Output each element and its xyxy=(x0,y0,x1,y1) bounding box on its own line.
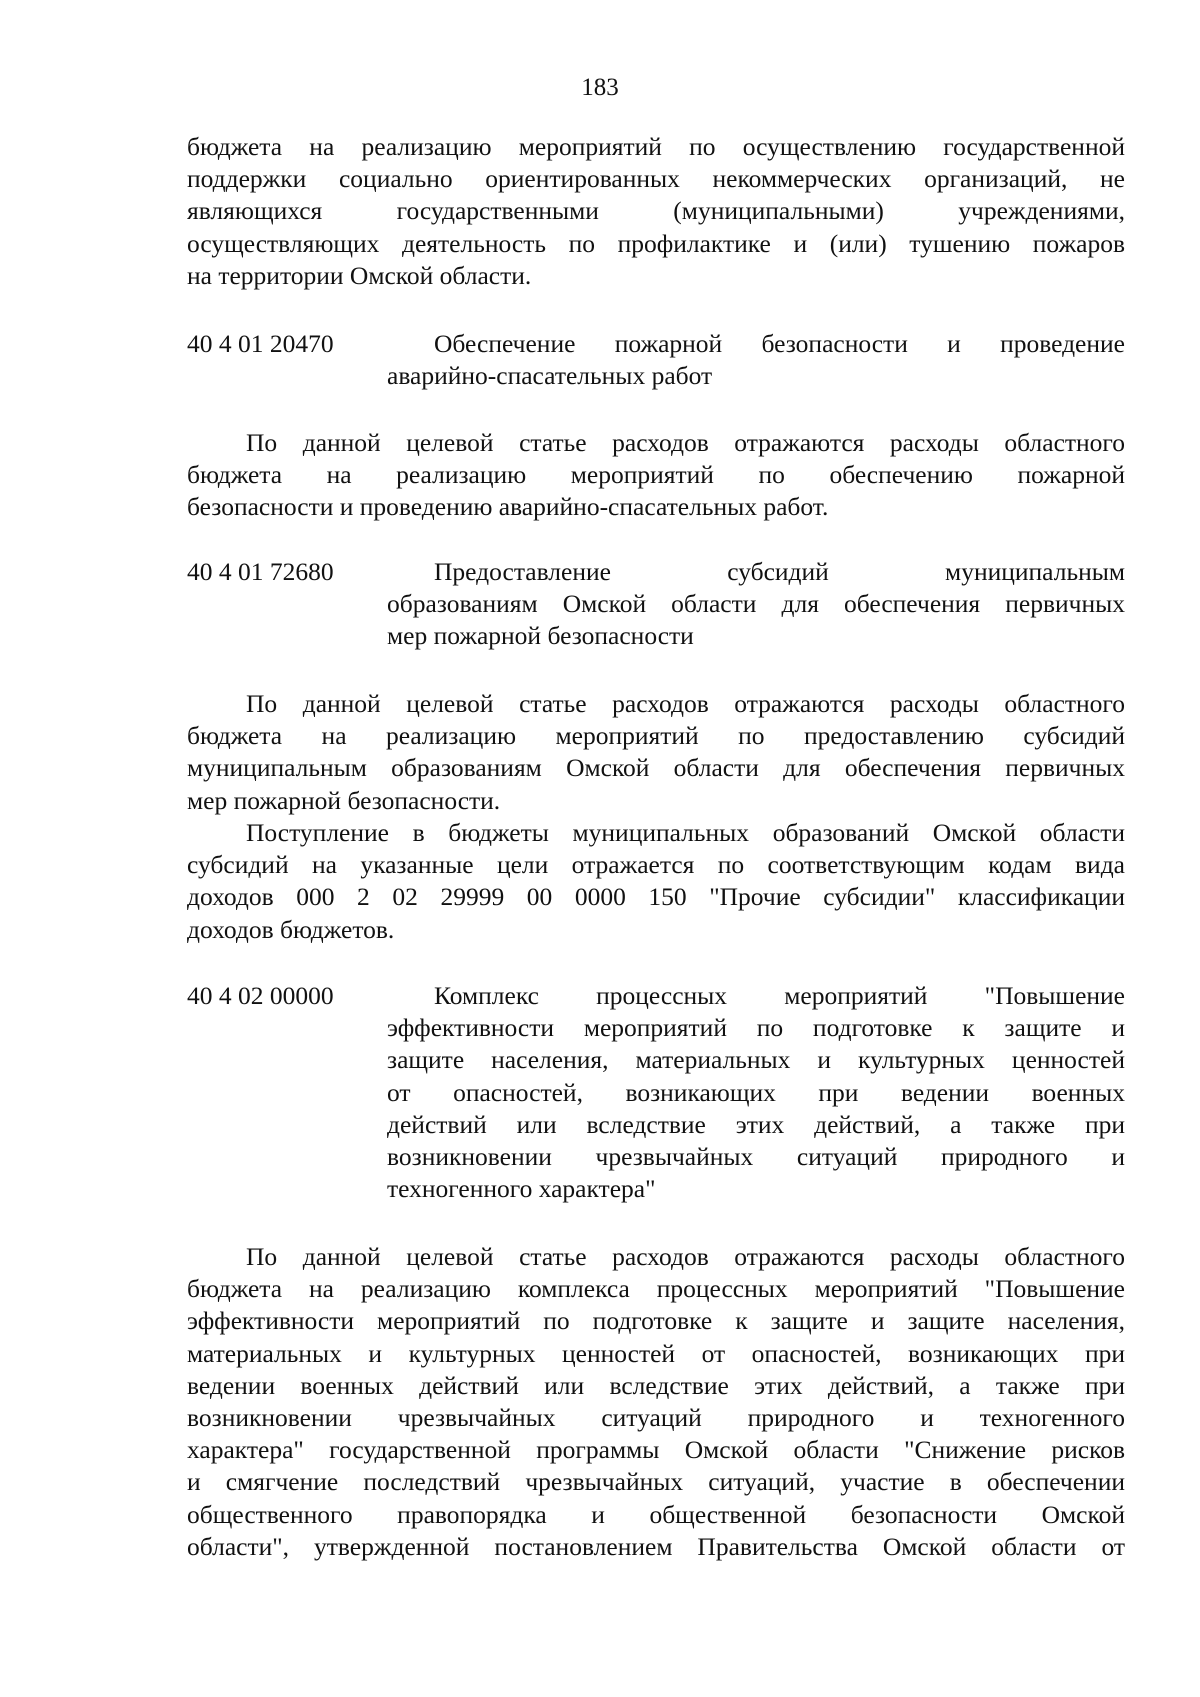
title-line: от опасностей, возникающих при ведении военных xyxy=(387,1077,1125,1107)
title-line: мер пожарной безопасности xyxy=(387,621,694,651)
article-02-00000-description xyxy=(187,1241,1125,1563)
title-line: Комплекс процессных мероприятий "Повышение xyxy=(434,981,1125,1010)
paragraph-line: бюджета на реализацию мероприятий по обеспечению пожарной xyxy=(187,460,1125,490)
paragraph-line: являющихся государственными (муниципальными) учреждениями, xyxy=(187,196,1125,226)
paragraph-line: поддержки социально ориентированных некоммерческих организаций, не xyxy=(187,164,1125,194)
intro-continuation-paragraph xyxy=(187,131,1125,292)
title-line: защите населения, материальных и культурных ценностей xyxy=(387,1045,1125,1075)
title-line: возникновении чрезвычайных ситуаций природного и xyxy=(387,1141,1125,1171)
article-code: 40 4 01 20470 xyxy=(187,329,334,358)
paragraph-line: доходов 000 2 02 29999 00 0000 150 "Прочие субсидии" классификации xyxy=(187,882,1125,912)
paragraph-line: безопасности и проведению аварийно-спасательных работ. xyxy=(187,492,829,522)
title-line: образованиям Омской области для обеспечения первичных xyxy=(387,589,1125,619)
paragraph-line: бюджета на реализацию мероприятий по предоставлению субсидий xyxy=(187,721,1125,751)
paragraph-line: ведении военных действий или вследствие этих действий, а также при xyxy=(187,1370,1125,1400)
paragraph-line: осуществляющих деятельность по профилактике и (или) тушению пожаров xyxy=(187,228,1125,258)
paragraph-line: бюджета на реализацию мероприятий по осуществлению государственной xyxy=(187,132,1125,161)
paragraph-line: По данной целевой статье расходов отражаются расходы областного xyxy=(246,428,1125,457)
paragraph-line: Поступление в бюджеты муниципальных образований Омской области xyxy=(246,818,1125,847)
paragraph-line: По данной целевой статье расходов отражаются расходы областного xyxy=(246,1242,1125,1271)
paragraph-line: По данной целевой статье расходов отражаются расходы областного xyxy=(246,689,1125,718)
paragraph-line: мер пожарной безопасности. xyxy=(187,785,501,815)
page-number: 183 xyxy=(581,74,619,101)
subsidy-revenue-paragraph xyxy=(187,817,1125,946)
paragraph-line: общественного правопорядка и общественной безопасности Омской xyxy=(187,1499,1125,1529)
paragraph-line: области", утвержденной постановлением Правительства Омской области от xyxy=(187,1531,1125,1561)
paragraph-line: характера" государственной программы Омской области "Снижение рисков xyxy=(187,1435,1125,1465)
article-20470-description xyxy=(187,427,1125,524)
title-line: действий или вследствие этих действий, а также при xyxy=(387,1109,1125,1139)
paragraph-line: и смягчение последствий чрезвычайных ситуаций, участие в обеспечении xyxy=(187,1467,1125,1497)
article-title xyxy=(387,980,1125,1205)
paragraph-line: эффективности мероприятий по подготовке к защите и защите населения, xyxy=(187,1306,1125,1336)
article-code: 40 4 01 72680 xyxy=(187,557,334,586)
article-72680-description xyxy=(187,688,1125,817)
paragraph-line: доходов бюджетов. xyxy=(187,914,395,944)
title-line: Предоставление субсидий муниципальным xyxy=(434,557,1125,586)
paragraph-line: на территории Омской области. xyxy=(187,260,532,290)
article-code: 40 4 02 00000 xyxy=(187,981,334,1010)
article-title xyxy=(387,556,1125,653)
title-line: Обеспечение пожарной безопасности и проведение xyxy=(434,329,1125,358)
paragraph-line: бюджета на реализацию комплекса процессных мероприятий "Повышение xyxy=(187,1274,1125,1304)
paragraph-line: субсидий на указанные цели отражается по соответствующим кодам вида xyxy=(187,850,1125,880)
article-title xyxy=(387,328,1125,392)
title-line: эффективности мероприятий по подготовке к защите и xyxy=(387,1013,1125,1043)
paragraph-line: муниципальным образованиям Омской области для обеспечения первичных xyxy=(187,753,1125,783)
paragraph-line: материальных и культурных ценностей от опасностей, возникающих при xyxy=(187,1338,1125,1368)
title-line: техногенного характера" xyxy=(387,1174,656,1204)
title-line: аварийно-спасательных работ xyxy=(387,361,713,391)
paragraph-line: возникновении чрезвычайных ситуаций природного и техногенного xyxy=(187,1402,1125,1432)
